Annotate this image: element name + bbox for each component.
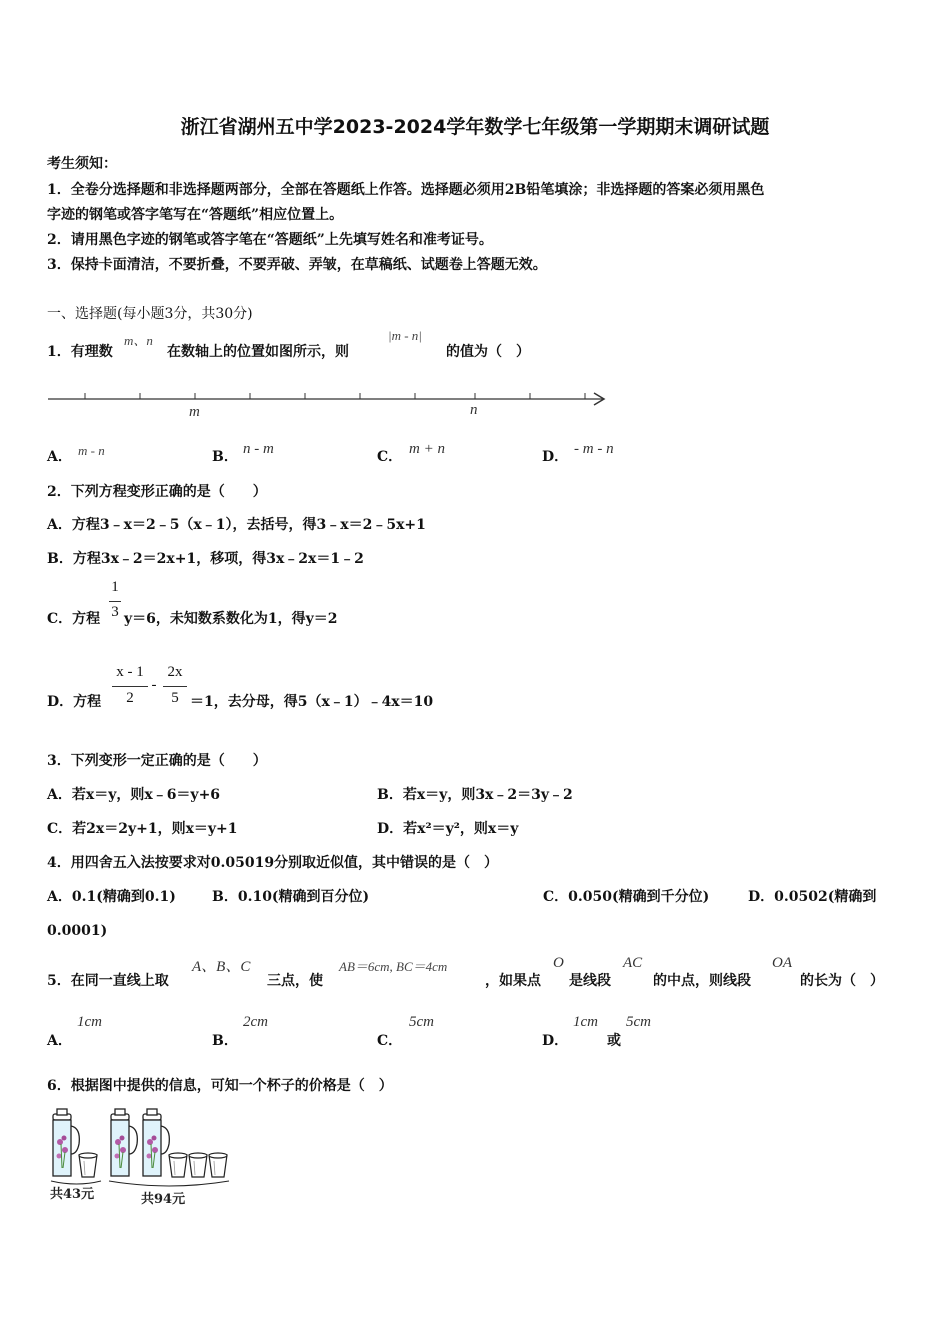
- q5-option-c: 5cm: [409, 1014, 434, 1030]
- q1-stem-mid: 在数轴上的位置如图所示，则: [167, 344, 349, 360]
- q2-option-d-post: ＝1，去分母，得5（x﹣1）﹣4x＝10: [190, 694, 434, 710]
- q2-d-minus: -: [151, 677, 157, 693]
- q4-option-d-cont: 0.0001): [47, 923, 108, 939]
- q2-c-denominator: 3: [111, 604, 119, 620]
- notice-heading: 考生须知：: [47, 156, 117, 172]
- q2-d-numerator-1: x - 1: [116, 664, 144, 680]
- right-total: 共94元: [141, 1192, 186, 1207]
- q2-option-c-pre: C．方程: [47, 611, 101, 627]
- q5-segment-oa: OA: [772, 955, 792, 971]
- q5-option-a-label: A．: [47, 1033, 72, 1049]
- q1-vars: m、n: [124, 333, 153, 348]
- q2-option-c-post: y＝6，未知数系数化为1，得y＝2: [124, 611, 338, 627]
- fraction-bar: [109, 601, 121, 602]
- q2-d-denominator-2: 5: [171, 690, 179, 706]
- q1-option-c-label: C．: [377, 449, 403, 465]
- notice-line: 2．请用黑色字迹的钢笔或答字笔在“答题纸”上先填写姓名和准考证号。: [47, 232, 493, 248]
- q1-option-a-label: A．: [47, 449, 72, 465]
- q5-option-d-or: 或: [607, 1033, 621, 1049]
- section-heading: 一、选择题(每小题3分，共30分): [47, 306, 253, 322]
- fraction-bar: [112, 686, 148, 687]
- q5-text: ，如果点: [485, 973, 541, 989]
- q1-abs-expr: |m - n|: [388, 328, 422, 343]
- left-total: 共43元: [50, 1187, 95, 1202]
- q5-points: A、B、C: [192, 959, 251, 975]
- q2-c-numerator: 1: [111, 579, 119, 595]
- q1-option-b: n - m: [243, 441, 274, 457]
- q3-option-d: D．若x²＝y²，则x＝y: [377, 821, 519, 837]
- q2-option-d-pre: D．方程: [47, 694, 102, 710]
- q5-option-c-label: C．: [377, 1033, 403, 1049]
- q3-option-a: A．若x＝y，则x﹣6＝y+6: [47, 787, 221, 803]
- q5-segment-ac: AC: [623, 955, 643, 971]
- cup-icon: [169, 1153, 187, 1177]
- brace: [51, 1181, 101, 1184]
- notice-line: 字迹的钢笔或答字笔写在“答题纸”相应位置上。: [47, 207, 344, 223]
- q1-stem-post: 的值为（ ）: [446, 344, 530, 360]
- q4-option-b: B．0.10(精确到百分位): [212, 889, 370, 905]
- q3-option-b: B．若x＝y，则3x﹣2＝3y﹣2: [377, 787, 573, 803]
- q5-option-d-label: D．: [542, 1033, 569, 1049]
- q5-condition: AB＝6cm, BC＝4cm: [339, 959, 448, 974]
- q1-option-c: m + n: [409, 441, 445, 457]
- axis-label-n: n: [470, 402, 478, 418]
- q2-d-denominator-1: 2: [126, 690, 134, 706]
- q4-option-d: D．0.0502(精确到: [748, 889, 877, 905]
- notice-line: 1．全卷分选择题和非选择题两部分，全部在答题纸上作答。选择题必须用2B铅笔填涂；非选择题的答案必须用黑色: [47, 182, 765, 198]
- q6-stem: 6．根据图中提供的信息，可知一个杯子的价格是（ ）: [47, 1078, 393, 1094]
- q2-option-b: B．方程3x﹣2＝2x+1，移项，得3x﹣2x＝1﹣2: [47, 551, 364, 567]
- cup-icon: [79, 1153, 97, 1177]
- thermos-icon: [53, 1109, 79, 1176]
- q5-stem-pre: 5．在同一直线上取: [47, 973, 169, 989]
- cup-icon: [209, 1153, 227, 1177]
- q4-option-a: A．0.1(精确到0.1): [47, 889, 176, 905]
- q2-option-a: A．方程3﹣x＝2﹣5（x﹣1），去括号，得3﹣x＝2﹣5x+1: [47, 517, 426, 533]
- fraction-bar: [163, 686, 187, 687]
- q5-text: 三点，使: [267, 973, 323, 989]
- q1-option-a: m - n: [78, 443, 105, 458]
- cup-icon: [189, 1153, 207, 1177]
- axis-label-m: m: [189, 404, 200, 420]
- q5-text: 的中点，则线段: [653, 973, 751, 989]
- q2-d-numerator-2: 2x: [167, 664, 183, 680]
- q5-text: 的长为（ ）: [800, 973, 884, 989]
- q3-stem: 3．下列变形一定正确的是（ ）: [47, 753, 267, 769]
- number-line: [45, 383, 615, 423]
- q4-option-c: C．0.050(精确到千分位): [543, 889, 710, 905]
- axis-ticks: [85, 393, 585, 399]
- q1-option-d-label: D．: [542, 449, 569, 465]
- notice-line: 3．保持卡面清洁，不要折叠，不要弄破、弄皱，在草稿纸、试题卷上答题无效。: [47, 257, 547, 273]
- q5-option-b-label: B．: [212, 1033, 238, 1049]
- q5-option-a: 1cm: [77, 1014, 102, 1030]
- q5-option-d: 1cm: [573, 1014, 598, 1030]
- q5-point-o: O: [553, 955, 564, 971]
- q5-option-b: 2cm: [243, 1014, 268, 1030]
- q2-stem: 2．下列方程变形正确的是（ ）: [47, 484, 267, 500]
- brace: [109, 1181, 229, 1186]
- q5-option-d-2: 5cm: [626, 1014, 651, 1030]
- q1-option-d: - m - n: [574, 441, 614, 457]
- q6-figure: [45, 1105, 235, 1210]
- q5-text: 是线段: [569, 973, 611, 989]
- q4-stem: 4．用四舍五入法按要求对0.05019分别取近似值，其中错误的是（ ）: [47, 855, 499, 871]
- thermos-icon: [111, 1109, 137, 1176]
- page-title: 浙江省湖州五中学2023-2024学年数学七年级第一学期期末调研试题: [180, 116, 770, 138]
- thermos-icon: [143, 1109, 169, 1176]
- q1-option-b-label: B．: [212, 449, 238, 465]
- q1-stem-pre: 1．有理数: [47, 344, 113, 360]
- q3-option-c: C．若2x＝2y+1，则x＝y+1: [47, 821, 238, 837]
